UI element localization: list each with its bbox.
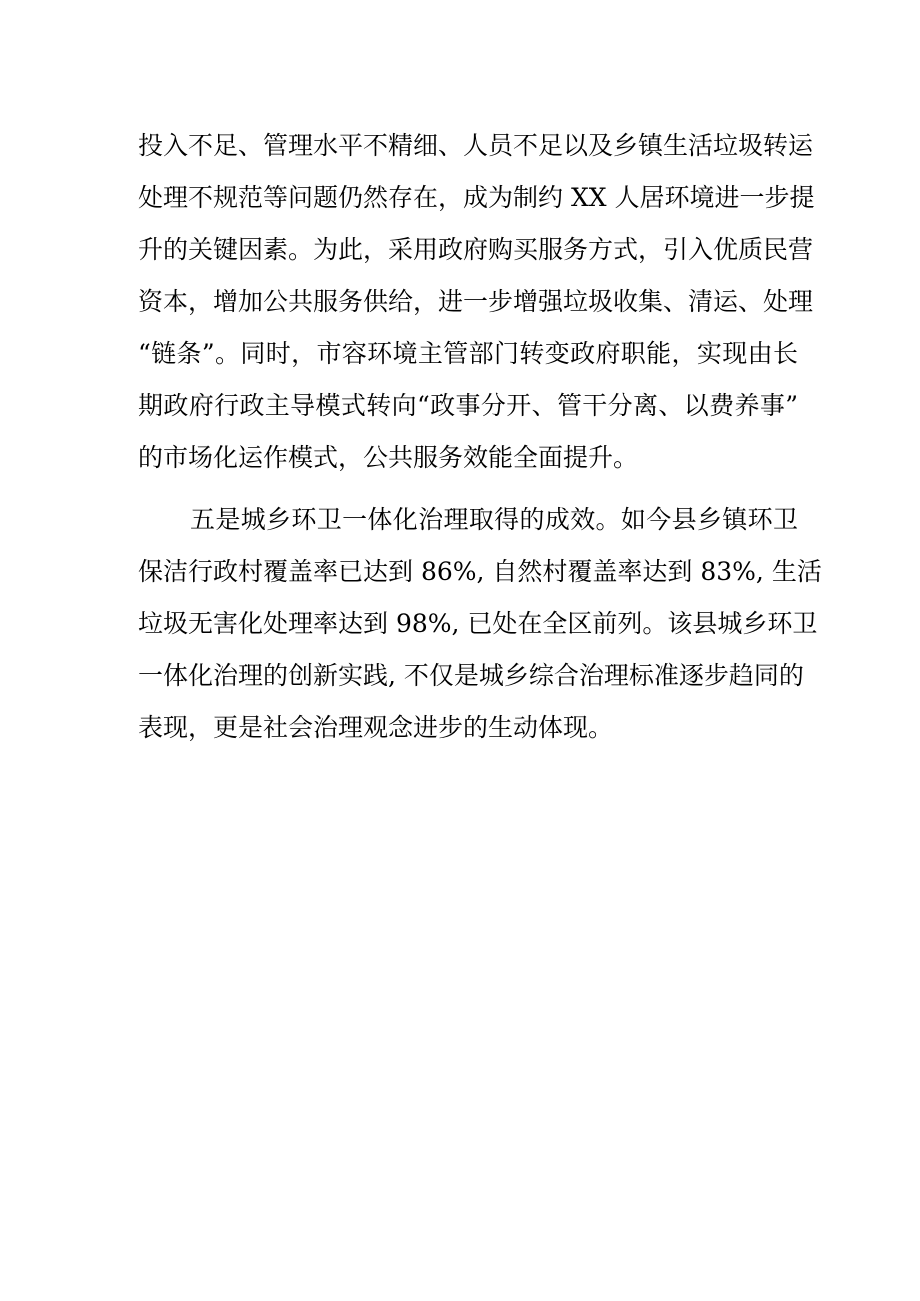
paragraph-line: “链条”。同时，市容环境主管部门转变政府职能，实现由长: [138, 339, 798, 368]
paragraph-line: 升的关键因素。为此，采用政府购买服务方式，引入优质民营: [138, 235, 814, 264]
paragraph-2: [138, 494, 822, 754]
paragraph-line: 投入不足、管理水平不精细、人员不足以及乡镇生活垃圾转运: [138, 131, 814, 160]
paragraph-line: 表现，更是社会治理观念进步的生动体现。: [138, 713, 614, 742]
paragraph-line: 一体化治理的创新实践, 不仅是城乡综合治理标准逐步趋同的: [138, 661, 804, 690]
paragraph-line: 五是城乡环卫一体化治理取得的成效。如今县乡镇环卫: [190, 505, 798, 534]
paragraph-spacer: [138, 484, 798, 494]
paragraph-line: 的市场化运作模式，公共服务效能全面提升。: [138, 443, 639, 472]
paragraph-1: [138, 120, 815, 484]
paragraph-line: 处理不规范等问题仍然存在，成为制约 XX 人居环境进一步提: [138, 183, 815, 212]
document-body: [138, 120, 822, 754]
paragraph-line: 垃圾无害化处理率达到 98%, 已处在全区前列。该县城乡环卫: [138, 609, 818, 638]
paragraph-line: 保洁行政村覆盖率已达到 86%, 自然村覆盖率达到 83%, 生活: [138, 557, 822, 586]
paragraph-line: 资本，增加公共服务供给，进一步增强垃圾收集、清运、处理: [138, 287, 814, 316]
paragraph-line: 期政府行政主导模式转向“政事分开、管干分离、以费养事”: [138, 391, 798, 420]
